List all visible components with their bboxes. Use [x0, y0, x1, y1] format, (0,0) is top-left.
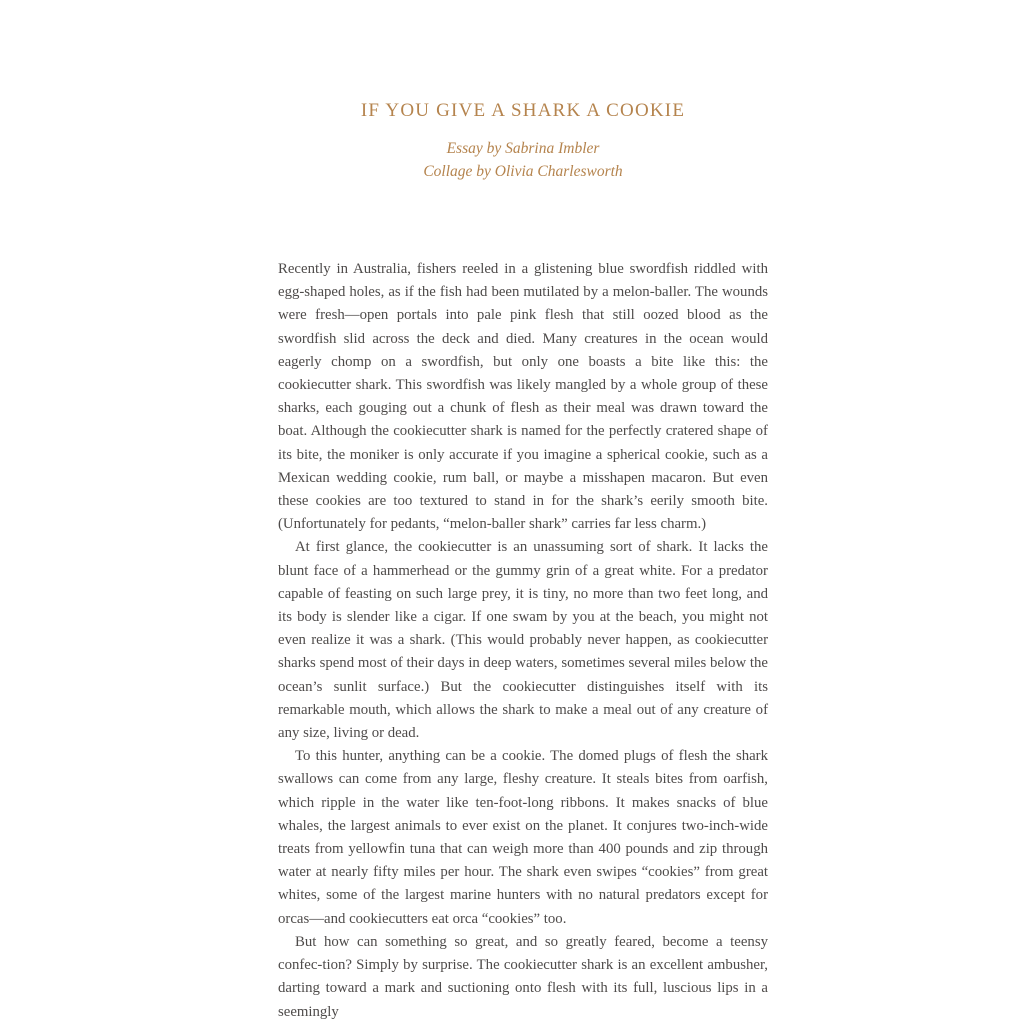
- article-body: [278, 258, 768, 1024]
- collage-credit: Collage by Olivia Charlesworth: [423, 163, 623, 180]
- paragraph: Recently in Australia, fishers reeled in a glistening blue swordfish riddled with egg-shaped holes, as if the fish had been mutilated by a melon-baller. The wounds were fresh—open portals into pale pink flesh that still oozed blood as the swordfish slid across the deck and died. Many creatures in the ocean would eagerly chomp on a swordfish, but only one boasts a bite like this: the cookiecutter shark. This swordfish was likely mangled by a whole group of these sharks, each gouging out a chunk of flesh as their meal was drawn toward the boat. Although the cookiecutter shark is named for the perfectly cratered shape of its bite, the moniker is only accurate if you imagine a spherical cookie, such as a Mexican wedding cookie, rum ball, or maybe a misshapen macaron. But even these cookies are too textured to stand in for the shark’s eerily smooth bite. (Unfortunately for pedants, “melon-baller shark” carries far less charm.): [278, 261, 768, 533]
- paragraph: At first glance, the cookiecutter is an unassuming sort of shark. It lacks the blunt face of a hammerhead or the gummy grin of a great white. For a predator capable of feasting on such large prey, it is tiny, no more than two feet long, and its body is slender like a cigar. If one swam by you at the beach, you might not even realize it was a shark. (This would probably never happen, as cookiecutter sharks spend most of their days in deep waters, sometimes several miles below the ocean’s sunlit surface.) But the cookiecutter distinguishes itself with its remarkable mouth, which allows the shark to make a meal out of any creature of any size, living or dead.: [278, 539, 768, 742]
- article-credits: [0, 137, 1024, 183]
- essay-credit: Essay by Sabrina Imbler: [446, 140, 600, 157]
- paragraph: But how can something so great, and so greatly feared, become a teensy confec-tion? Simply by surprise. The cookiecutter shark is an excellent ambusher, darting toward a mark and suctioning onto flesh with its full, luscious lips in a seemingly: [278, 933, 768, 1020]
- paragraph: To this hunter, anything can be a cookie. The domed plugs of flesh the shark swallows can come from any large, fleshy creature. It steals bites from oarfish, which ripple in the water like ten-foot-long ribbons. It makes snacks of blue whales, the largest animals to ever exist on the planet. It conjures two-inch-wide treats from yellowfin tuna that can weigh more than 400 pounds and zip through water at nearly fifty miles per hour. The shark even swipes “cookies” from great whites, some of the largest marine hunters with no natural predators except for orcas—and cookiecutters eat orca “cookies” too.: [278, 748, 768, 927]
- article-title: IF YOU GIVE A SHARK A COOKIE: [360, 100, 686, 121]
